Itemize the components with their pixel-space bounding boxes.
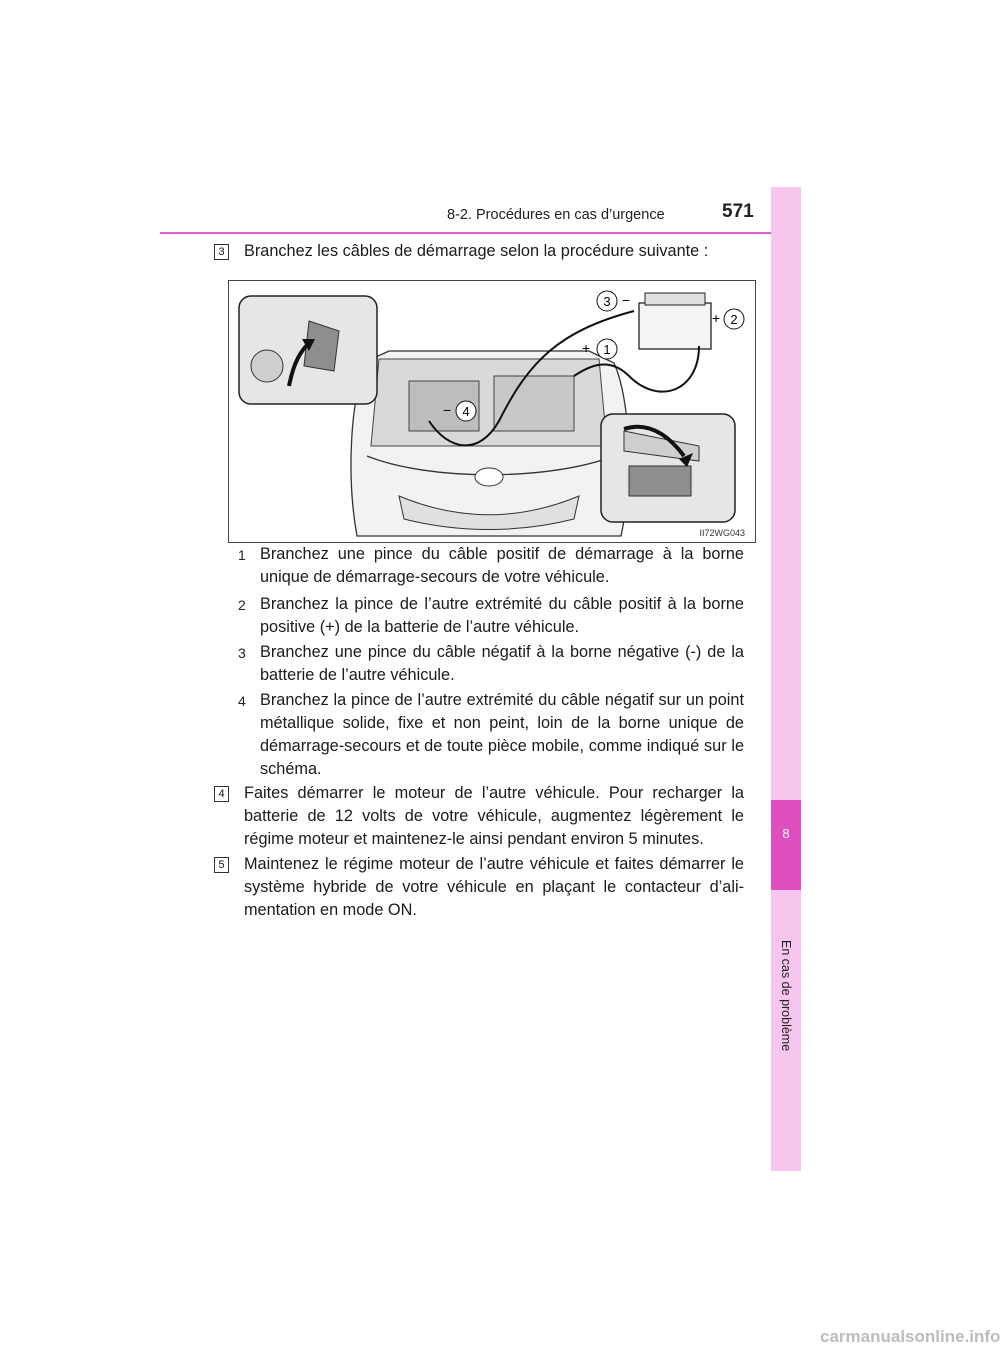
figure-code: II72WG043 [699, 528, 745, 538]
step-number-box: 5 [214, 857, 229, 873]
jump-start-illustration [228, 280, 756, 543]
header-divider [160, 232, 801, 234]
chapter-title: En cas de problème [779, 940, 793, 1052]
watermark: carmanualsonline.info [820, 1327, 1000, 1346]
substep-number: 1 [238, 547, 246, 563]
callout-1: 1 [603, 342, 611, 357]
step-text: Faites démarrer le moteur de l’autre véhicule. Pour recharger la batterie de 12 volts de votre véhicule, augmentez légèrement le régime moteur et maintenez-le ainsi pendant environ 5 minutes. [244, 784, 744, 848]
substep-text: Branchez une pince du câble négatif à la borne négative (-) de la batterie de l’autre véhicule. [260, 643, 744, 684]
callout-4: 4 [462, 404, 470, 419]
page-number: 571 [722, 201, 754, 222]
step-number-box: 3 [214, 244, 229, 260]
substep-text: Branchez une pince du câble positif de démarrage à la borne unique de démarrage-secours de votre véhicule. [260, 545, 744, 586]
callout-2: 2 [730, 312, 738, 327]
chapter-number: 8 [782, 826, 790, 841]
step-text: Maintenez le régime moteur de l’autre véhicule et faites démarrer le système hybride de votre véhicule en plaçant le contacteur d’ali-mentation en mode ON. [244, 855, 744, 919]
plus-sign: + [582, 340, 591, 356]
minus-sign: − [443, 402, 452, 418]
minus-sign: − [622, 292, 631, 308]
section-title: 8-2. Procédures en cas d’urgence [447, 207, 665, 223]
callout-3: 3 [603, 294, 611, 309]
chapter-tab [771, 800, 801, 890]
substep-number: 4 [238, 693, 246, 709]
substep-number: 3 [238, 645, 246, 661]
substep-number: 2 [238, 597, 246, 613]
substep-text: Branchez la pince de l’autre extrémité du câble positif à la borne positive (+) de la batterie de l’autre véhicule. [260, 595, 744, 636]
step-number-box: 4 [214, 786, 229, 802]
substep-text: Branchez la pince de l’autre extrémité du câble négatif sur un point métallique solide, fixe et non peint, loin de la borne unique de démarrage-secours et de toute pièce mobile, comme indiqué sur le schéma. [260, 691, 744, 778]
plus-sign: + [712, 310, 721, 326]
step-text: Branchez les câbles de démarrage selon la procédure suivante : [244, 242, 709, 260]
illustration-drawing [229, 281, 755, 542]
